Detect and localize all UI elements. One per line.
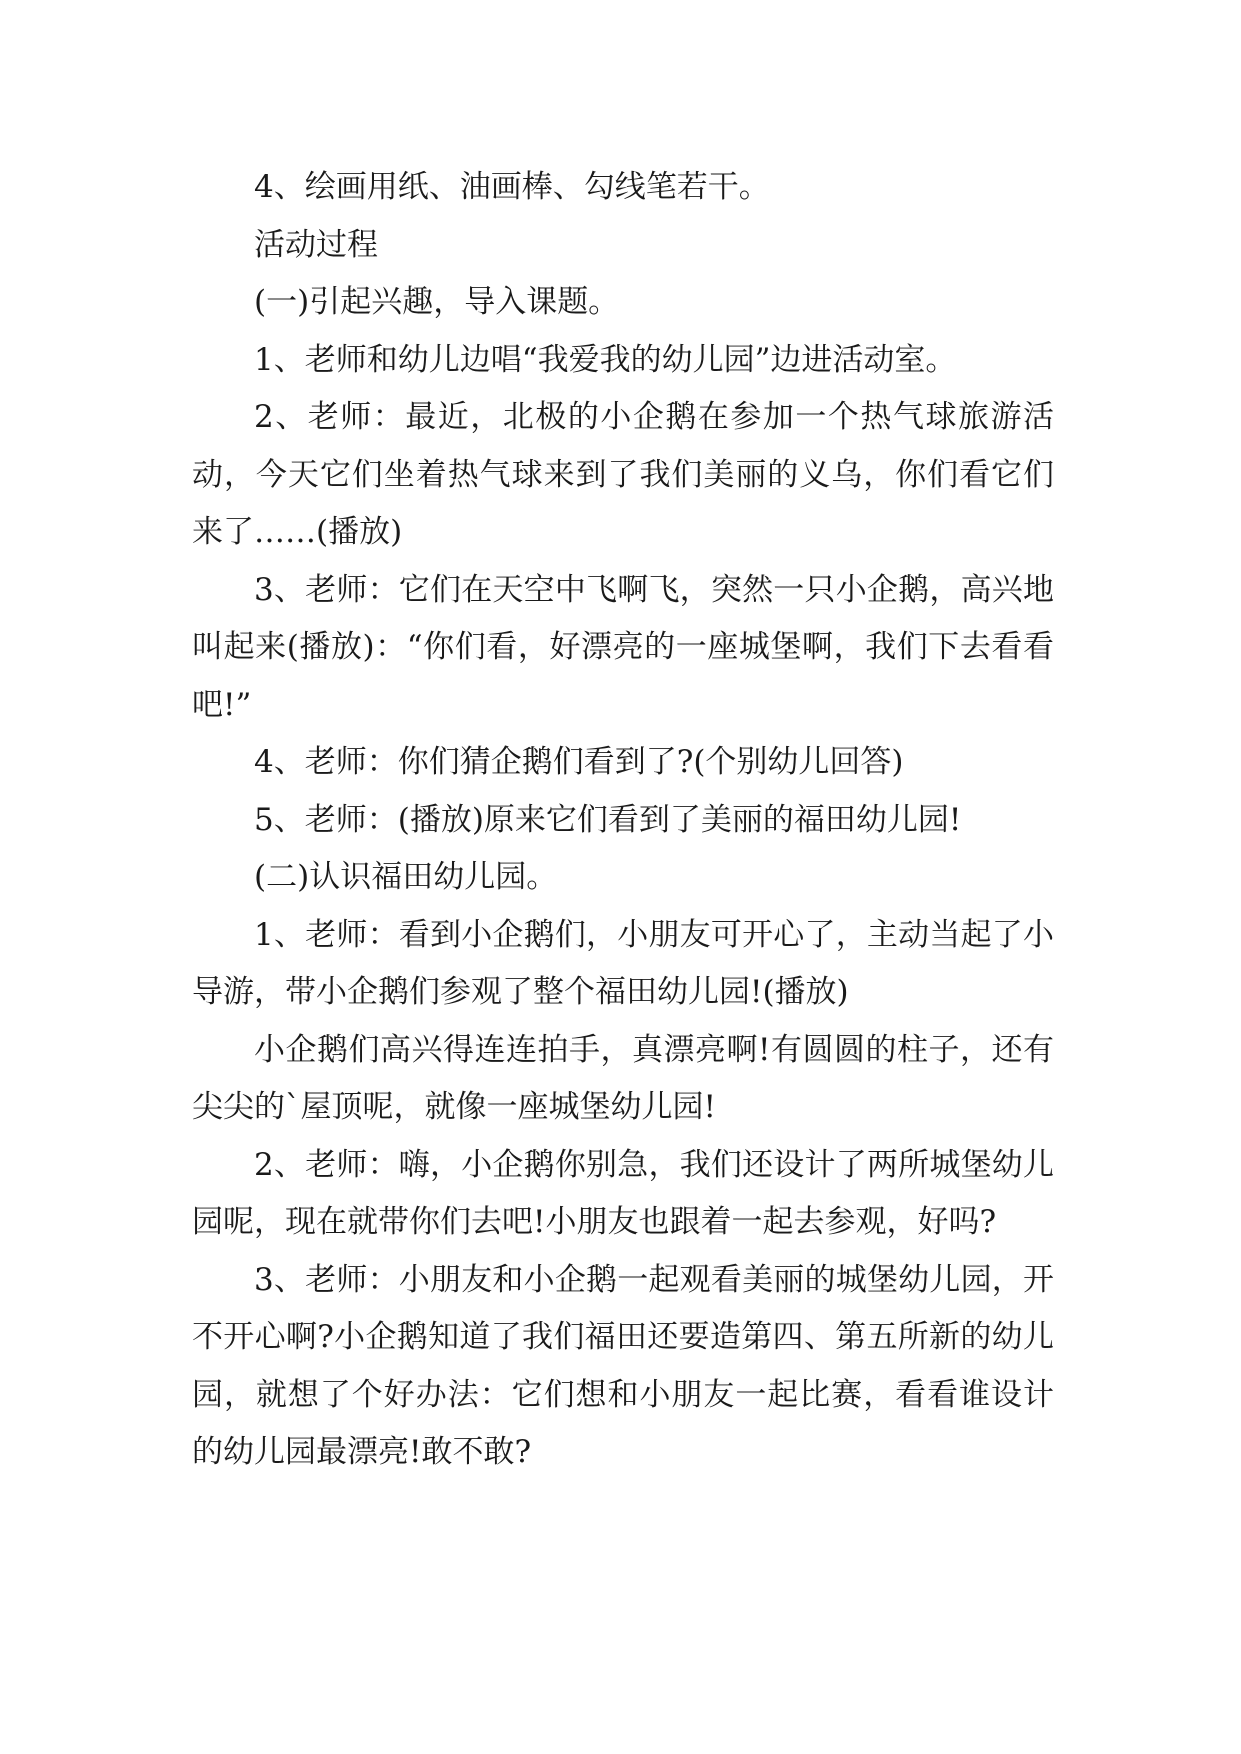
paragraph-heading-process: 活动过程 bbox=[254, 226, 378, 263]
paragraph-section-one: (一)引起兴趣，导入课题。 bbox=[254, 284, 620, 320]
paragraph-materials: 4、绘画用纸、油画棒、勾线笔若干。 bbox=[254, 169, 770, 205]
document-body bbox=[192, 159, 1054, 1482]
paragraph-step-3: 3、老师：它们在天空中飞啊飞，突然一只小企鹅，高兴地叫起来(播放)：“你们看，好漂亮的一座城堡啊，我们下去看看吧!” bbox=[192, 571, 1054, 723]
paragraph-tour-1: 1、老师：看到小企鹅们，小朋友可开心了，主动当起了小导游，带小企鹅们参观了整个福田幼儿园!(播放) bbox=[192, 916, 1054, 1010]
paragraph-section-two: (二)认识福田幼儿园。 bbox=[254, 859, 558, 895]
paragraph-tour-reaction: 小企鹅们高兴得连连拍手，真漂亮啊!有圆圆的柱子，还有尖尖的`屋顶呢，就像一座城堡幼儿园! bbox=[192, 1031, 1054, 1125]
paragraph-step-2: 2、老师：最近，北极的小企鹅在参加一个热气球旅游活动，今天它们坐着热气球来到了我们美丽的义乌，你们看它们来了……(播放) bbox=[192, 399, 1054, 550]
paragraph-tour-3: 3、老师：小朋友和小企鹅一起观看美丽的城堡幼儿园，开不开心啊?小企鹅知道了我们福田还要造第四、第五所新的幼儿园，就想了个好办法：它们想和小朋友一起比赛，看看谁设计的幼儿园最漂亮!敢不敢? bbox=[192, 1261, 1054, 1470]
paragraph-step-4: 4、老师：你们猜企鹅们看到了?(个别幼儿回答) bbox=[254, 744, 904, 780]
paragraph-step-1: 1、老师和幼儿边唱“我爱我的幼儿园”边进活动室。 bbox=[254, 341, 957, 378]
paragraph-step-5: 5、老师：(播放)原来它们看到了美丽的福田幼儿园! bbox=[254, 801, 962, 838]
paragraph-tour-2: 2、老师：嗨，小企鹅你别急，我们还设计了两所城堡幼儿园呢，现在就带你们去吧!小朋友也跟着一起去参观，好吗? bbox=[192, 1146, 1054, 1240]
